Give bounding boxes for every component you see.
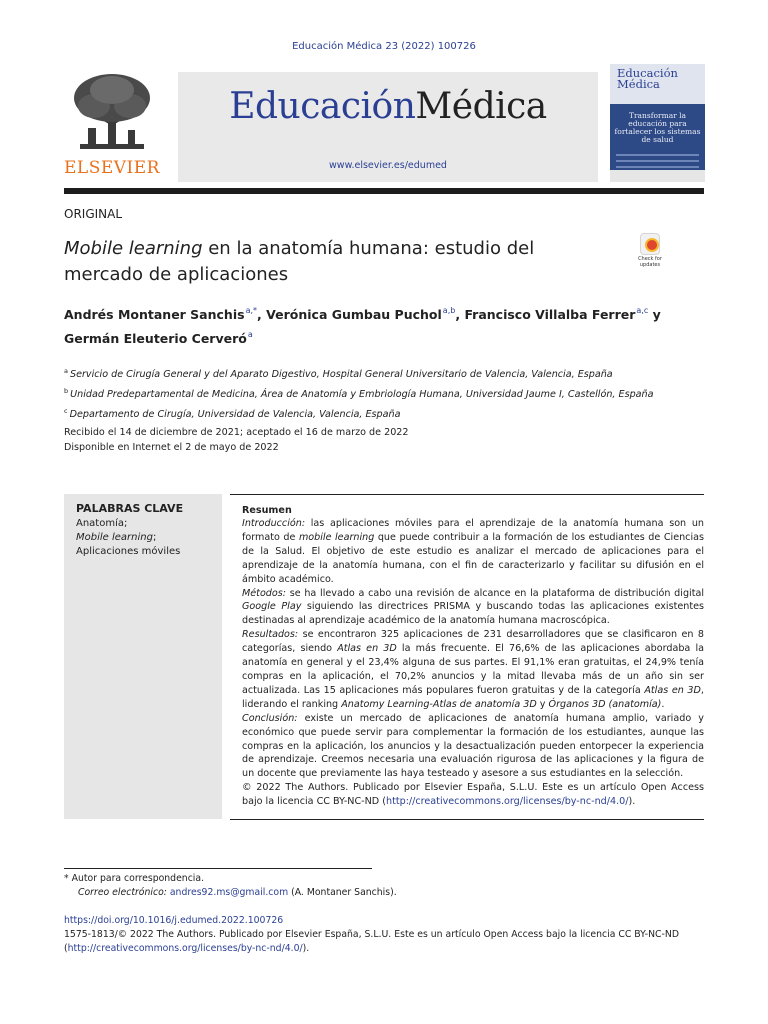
abstract-introduction: Introducción: las aplicaciones móviles para el aprendizaje de la anatomía humana son un formato de mobile learning que puede contribuir a la formación de los estudiantes de Ciencias de la Salud. El objetivo de este estudio es analizar el mercado de aplicaciones para el aprendizaje de la anatomía humana, con el fin de caracterizarlo y facilitar su difusión en el ámbito académico. [242,518,704,585]
article-title-italic: Mobile learning [64,238,203,259]
keyword-item: Aplicaciones móviles [76,546,181,557]
journal-url-link[interactable]: www.elsevier.es/edumed [329,160,447,171]
author-name: Germán Eleuterio Cerveró [64,331,247,346]
author-name: Francisco Villalba Ferrer [464,307,636,322]
author-affiliation-mark[interactable]: a,b [442,306,456,315]
article-dates [64,425,704,455]
author-name: Andrés Montaner Sanchis [64,307,245,322]
online-date: Disponible en Internet el 2 de mayo de 2022 [64,442,279,453]
author-affiliation-mark[interactable]: a,* [245,306,258,315]
keyword-item: Anatomía; [76,518,128,529]
received-date: Recibido el 14 de diciembre de 2021; aceptado el 16 de marzo de 2022 [64,427,409,438]
doi-link[interactable]: https://doi.org/10.1016/j.edumed.2022.100726 [64,915,284,926]
footnote-mark: * [64,873,69,884]
cover-footer [610,170,705,182]
check-updates-label: Check for updates [638,256,662,268]
cover-tagline: Transformar la educación para fortalecer los sistemas de salud [614,111,701,144]
license-link[interactable]: http://creativecommons.org/licenses/by-nc-nd/4.0/ [67,943,303,954]
article-section-label: ORIGINAL [64,207,123,221]
keyword-item: Mobile learning; [76,532,157,543]
journal-title-part2: Médica [415,86,547,127]
author-list: Andrés Montaner Sanchis$^{a,*}$, Verónica Gumbau Puchol$^{a,b}$, Francisco Villalba Ferrer$^{a,c}$ y Germán Eleuterio Cerveró$^a$ [64,306,661,346]
elsevier-logo[interactable] [64,72,160,182]
cover-title: Educación Médica [617,66,678,91]
doi-license-block: https://doi.org/10.1016/j.edumed.2022.100726 1575-1813/© 2022 The Authors. Publicado por Elsevier España, S.L.U. Este es un artículo Open Access bajo la licencia CC BY-NC-ND (http://creativecommons.org/licenses/by-nc-nd/4.0/). [64,915,680,954]
abstract-results: Resultados: se encontraron 325 aplicaciones de 231 desarrolladores que se clasificaron en 8 categorías, siendo Atlas en 3D la más frecuente. El 76,6% de las aplicaciones abordaba la anatomía en general y el 23,4% alguna de sus partes. El 91,1% eran gratuitas, el 24,9% tenía compras en la aplicación, el 70,2% anuncios y la mitad llevaba más de un año sin ser actualizada. Las 15 aplicaciones más populares fueron gratuitas y de la categoría Atlas en 3D, liderando el ranking Anatomy Learning-Atlas de anatomía 3D y Órganos 3D (anatomía). [242,629,704,710]
abstract-heading: Resumen [242,505,292,516]
header-rule [64,188,704,194]
author-affiliation-mark[interactable]: a,c [636,306,649,315]
correspondence-footnote: * Autor para correspondencia. Correo electrónico: andres92.ms@gmail.com (A. Montaner Sanchis). [64,873,397,898]
elsevier-wordmark: ELSEVIER [64,158,160,178]
footnote-rule [64,868,372,869]
affiliation-item: $^c$ Departamento de Cirugía, Universidad de Valencia, Valencia, España [64,407,401,420]
keywords-heading: PALABRAS CLAVE [76,502,184,515]
elsevier-tree-icon [70,72,154,152]
article-title-rest: en la anatomía humana: estudio del mercado de aplicaciones [64,238,535,285]
journal-cover-thumbnail[interactable] [610,64,705,182]
abstract-copyright: © 2022 The Authors. Publicado por Elsevier España, S.L.U. Este es un artículo Open Access bajo la licencia CC BY-NC-ND (http://creativecommons.org/licenses/by-nc-nd/4.0/). [242,782,704,808]
journal-title-part1: Educación [229,86,416,127]
journal-reference[interactable]: Educación Médica 23 (2022) 100726 [292,41,476,52]
affiliation-item: $^b$ Unidad Predepartamental de Medicina, Área de Anatomía y Embriología Humana, Universidad Jaume I, Castellón, España [64,387,654,400]
article-title [64,236,604,288]
keywords-panel [64,494,222,819]
abstract-panel [230,494,704,820]
abstract-methods: Métodos: se ha llevado a cabo una revisión de alcance en la plataforma de distribución digital Google Play siguiendo las directrices PRISMA y buscando todas las aplicaciones existentes destinadas al aprendizaje académico de la anatomía humana macroscópica. [242,587,705,627]
affiliation-item: $^a$ Servicio de Cirugía General y del Aparato Digestivo, Hospital General Universitario de Valencia, Valencia, España [64,367,613,380]
journal-masthead [178,72,598,182]
author-name: Verónica Gumbau Puchol [266,307,442,322]
author-affiliation-mark[interactable]: a [247,330,253,339]
license-link[interactable]: http://creativecommons.org/licenses/by-nc-nd/4.0/ [386,796,629,808]
journal-title [178,86,598,127]
abstract-conclusion: Conclusión: existe un mercado de aplicaciones de anatomía humana amplio, variado y económico que puede servir para complementar la formación de los estudiantes, aunque las compras en la aplicación, los anuncios y la desactualización pueden entorpecer la experiencia de aprendizaje. Creemos necesaria una evaluación rigurosa de las aplicaciones y la figura de un docente que previamente las haya testeado y asesore a sus estudiantes en la selección. [242,712,704,780]
check-updates-icon [640,233,660,255]
affiliation-list [64,363,704,423]
check-for-updates-button[interactable] [630,233,670,271]
email-link[interactable]: andres92.ms@gmail.com [169,887,289,898]
